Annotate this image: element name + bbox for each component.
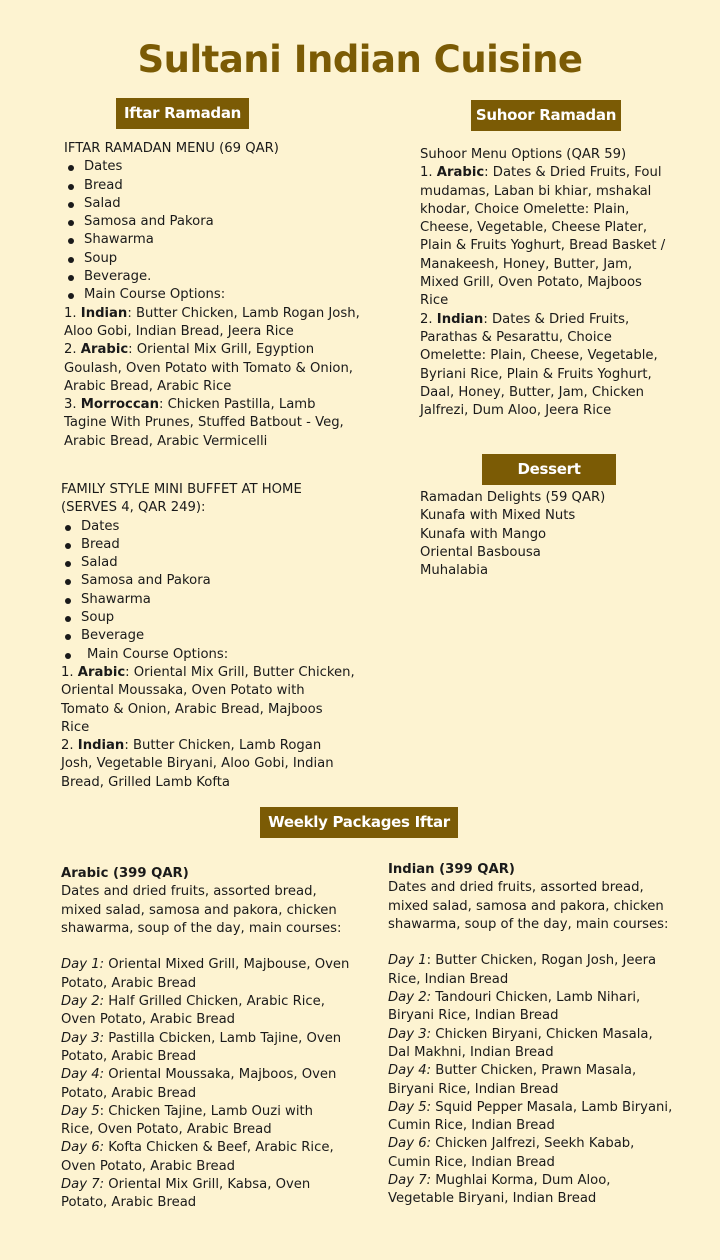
list-item: Samosa and Pakora [61,572,371,590]
list-item: Muhalabia [420,563,489,579]
family-option-1-cont: Tomato & Onion, Arabic Bread, Majboos [61,701,323,717]
list-item: Soup [64,250,374,268]
weekly-indian-intro: mixed salad, samosa and pakora, chicken [388,898,664,914]
weekly-indian-intro: shawarma, soup of the day, main courses: [388,916,669,932]
suhoor-option-1-cont: Cheese, Vegetable, Cheese Plater, [420,220,648,236]
weekly-arabic-intro: Dates and dried fruits, assorted bread, [61,884,317,900]
day-item: Day 7: Mughlai Korma, Dum Aloo, [388,1173,611,1189]
day-item: Day 3: Pastilla Cbicken, Lamb Tajine, Oven [61,1030,342,1046]
weekly-indian-package [388,861,713,1209]
day-item-cont: Potato, Arabic Bread [61,1195,197,1211]
dessert-menu [420,489,710,580]
page-title: Sultani Indian Cuisine [137,38,583,81]
family-option-1-cont: Rice [61,719,90,735]
day-item-cont: Dal Makhni, Indian Bread [388,1044,554,1060]
iftar-option-3-cont: Tagine With Prunes, Stuffed Batbout - Veg, [64,415,344,431]
list-item: Samosa and Pakora [64,213,374,231]
iftar-option-3: 3. Morroccan: Chicken Pastilla, Lamb [64,397,316,413]
family-option-2-cont: Bread, Grilled Lamb Kofta [61,774,230,790]
suhoor-option-1-cont: Rice [420,293,449,309]
weekly-arabic-intro: mixed salad, samosa and pakora, chicken [61,902,337,918]
list-item: Bread [61,536,371,554]
suhoor-option-2-cont: Daal, Honey, Butter, Jam, Chicken [420,384,644,400]
family-option-2: 2. Indian: Butter Chicken, Lamb Rogan [61,738,322,754]
list-item: Beverage [61,627,371,645]
family-buffet-heading: (SERVES 4, QAR 249): [61,500,206,516]
family-option-1: 1. Arabic: Oriental Mix Grill, Butter Chicken, [61,664,355,680]
day-item-cont: Cumin Rice, Indian Bread [388,1118,555,1134]
list-item: Salad [64,195,374,213]
day-item-cont: Biryani Rice, Indian Bread [388,1008,559,1024]
suhoor-option-2-cont: Jalfrezi, Dum Aloo, Jeera Rice [420,403,612,419]
list-item: Kunafa with Mango [420,526,547,542]
suhoor-option-1-cont: mudamas, Laban bi khiar, mshakal [420,183,652,199]
iftar-option-2-cont: Arabic Bread, Arabic Rice [64,378,232,394]
family-option-2-cont: Josh, Vegetable Biryani, Aloo Gobi, Indian [61,756,334,772]
day-item-cont: Vegetable Biryani, Indian Bread [388,1191,597,1207]
list-item: Dates [64,158,374,176]
iftar-ramadan-badge: Iftar Ramadan [116,98,249,129]
suhoor-option-1: 1. Arabic: Dates & Dried Fruits, Foul [420,165,662,181]
list-item: Main Course Options: [64,286,374,304]
weekly-arabic-package [61,865,381,1213]
day-item: Day 5: Squid Pepper Masala, Lamb Biryani, [388,1099,673,1115]
suhoor-ramadan-badge: Suhoor Ramadan [471,100,621,131]
family-buffet-menu [61,481,371,792]
family-option-1-cont: Oriental Moussaka, Oven Potato with [61,683,305,699]
suhoor-option-2-cont: Omelette: Plain, Cheese, Vegetable, [420,348,658,364]
list-item: Bread [64,177,374,195]
weekly-arabic-intro: shawarma, soup of the day, main courses: [61,920,342,936]
list-item: Oriental Basbousa [420,544,541,560]
day-item: Day 7: Oriental Mix Grill, Kabsa, Oven [61,1177,311,1193]
iftar-option-1: 1. Indian: Butter Chicken, Lamb Rogan Josh, [64,305,360,321]
iftar-menu [64,140,374,451]
suhoor-option-1-cont: khodar, Choice Omelette: Plain, [420,201,630,217]
day-item: Day 4: Oriental Moussaka, Majboos, Oven [61,1067,337,1083]
list-item: Shawarma [61,591,371,609]
family-buffet-heading: FAMILY STYLE MINI BUFFET AT HOME [61,482,302,497]
suhoor-option-1-cont: Plain & Fruits Yoghurt, Bread Basket / [420,238,666,254]
list-item: Ramadan Delights (59 QAR) [420,490,606,505]
day-item-cont: Potato, Arabic Bread [61,1048,197,1064]
day-item: Day 3: Chicken Biryani, Chicken Masala, [388,1026,653,1042]
list-item: Soup [61,609,371,627]
weekly-indian-heading: Indian (399 QAR) [388,862,515,877]
day-item-cont: Rice, Indian Bread [388,971,509,987]
list-item: Main Course Options: [61,646,371,664]
day-item: Day 1: Oriental Mixed Grill, Majbouse, Oven [61,957,350,973]
iftar-option-2: 2. Arabic: Oriental Mix Grill, Egyption [64,342,315,358]
suhoor-heading: Suhoor Menu Options (QAR 59) [420,147,627,162]
day-item-cont: Potato, Arabic Bread [61,975,197,991]
list-item: Kunafa with Mixed Nuts [420,508,576,524]
suhoor-option-1-cont: Mixed Grill, Oven Potato, Majboos [420,275,642,291]
list-item: Shawarma [64,231,374,249]
day-item: Day 2: Tandouri Chicken, Lamb Nihari, [388,990,641,1006]
suhoor-option-2-cont: Byriani Rice, Plain & Fruits Yoghurt, [420,366,652,382]
day-item: Day 5: Chicken Tajine, Lamb Ouzi with [61,1103,314,1119]
suhoor-option-2: 2. Indian: Dates & Dried Fruits, [420,311,630,327]
iftar-option-1-cont: Aloo Gobi, Indian Bread, Jeera Rice [64,323,294,339]
iftar-option-2-cont: Goulash, Oven Potato with Tomato & Onion, [64,360,353,376]
dessert-badge: Dessert [482,454,616,485]
iftar-option-3-cont: Arabic Bread, Arabic Vermicelli [64,433,268,449]
weekly-arabic-heading: Arabic (399 QAR) [61,866,189,881]
day-item-cont: Rice, Oven Potato, Arabic Bread [61,1122,272,1138]
list-item: Salad [61,554,371,572]
suhoor-option-1-cont: Manakeesh, Honey, Butter, Jam, [420,256,633,272]
list-item: Beverage. [64,268,374,286]
day-item: Day 6: Chicken Jalfrezi, Seekh Kabab, [388,1136,635,1152]
day-item-cont: Cumin Rice, Indian Bread [388,1154,555,1170]
day-item-cont: Oven Potato, Arabic Bread [61,1158,236,1174]
day-item: Day 2: Half Grilled Chicken, Arabic Rice, [61,994,325,1010]
suhoor-option-2-cont: Parathas & Pesarattu, Choice [420,329,612,345]
weekly-indian-intro: Dates and dried fruits, assorted bread, [388,880,644,896]
weekly-packages-badge: Weekly Packages Iftar [260,807,458,838]
day-item-cont: Biryani Rice, Indian Bread [388,1081,559,1097]
day-item: Day 1: Butter Chicken, Rogan Josh, Jeera [388,953,657,969]
day-item-cont: Oven Potato, Arabic Bread [61,1012,236,1028]
day-item: Day 6: Kofta Chicken & Beef, Arabic Rice, [61,1140,334,1156]
iftar-menu-heading: IFTAR RAMADAN MENU (69 QAR) [64,141,279,156]
day-item: Day 4: Butter Chicken, Prawn Masala, [388,1063,637,1079]
day-item-cont: Potato, Arabic Bread [61,1085,197,1101]
suhoor-menu [420,146,710,420]
list-item: Dates [61,518,371,536]
